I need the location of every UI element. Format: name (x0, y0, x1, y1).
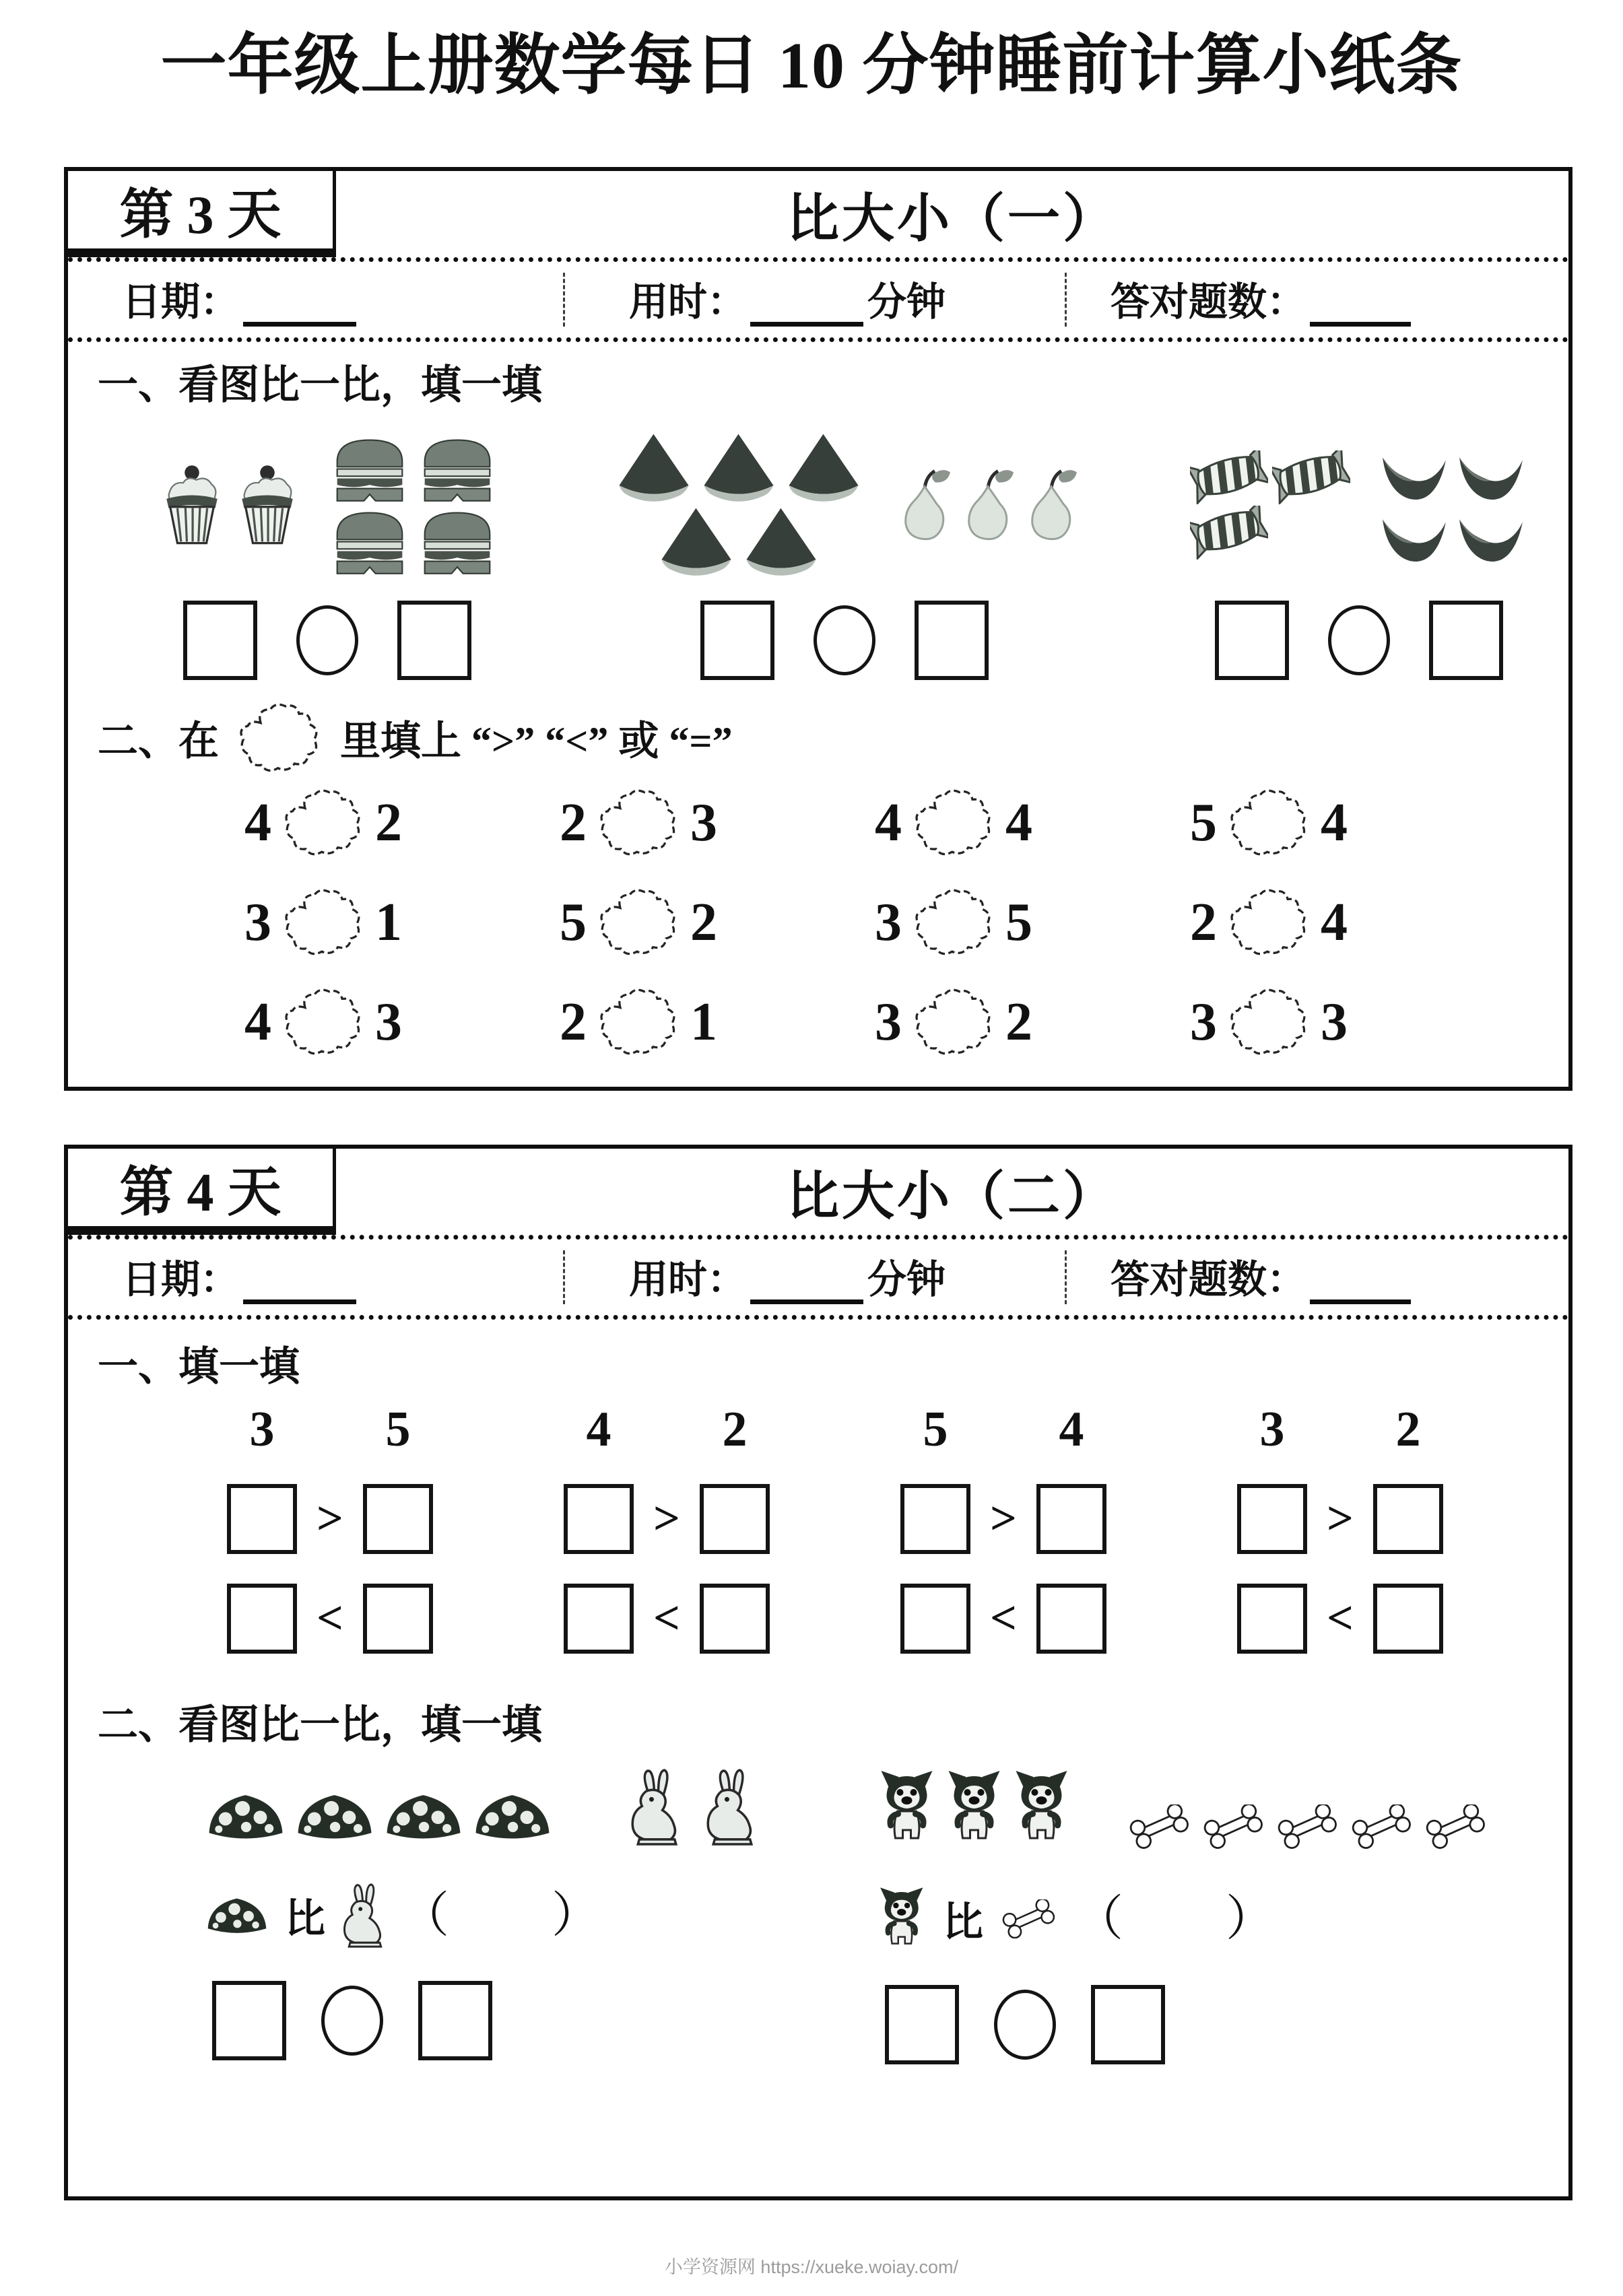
fill-box[interactable] (1036, 1484, 1106, 1554)
fill-box[interactable] (900, 1584, 970, 1654)
pear-set (894, 465, 1081, 545)
fill-box[interactable] (1373, 1484, 1443, 1554)
answer-cloud[interactable] (589, 986, 688, 1058)
day4-section1-heading: 一、填一填 (98, 1345, 300, 1389)
fill-box[interactable] (363, 1484, 433, 1554)
left-number: 4 (875, 793, 902, 852)
answer-square[interactable] (212, 1981, 286, 2060)
watermelon-rind-icon (1379, 445, 1450, 503)
pear-icon (1020, 465, 1081, 545)
day3-section1-heading: 一、看图比一比，填一填 (98, 363, 542, 407)
fill-box[interactable] (564, 1584, 634, 1654)
left-number: 3 (1190, 992, 1217, 1052)
cloud-icon (230, 700, 329, 776)
fill-group (900, 1402, 1107, 1654)
fill-box[interactable] (1237, 1484, 1307, 1554)
date-label: 日期： (122, 1258, 240, 1302)
right-number: 3 (375, 992, 402, 1052)
heading-prefix: 二、在 (98, 719, 219, 764)
comparison-item (1190, 886, 1505, 959)
answer-square[interactable] (1091, 1985, 1165, 2064)
right-number: 2 (690, 893, 717, 952)
paren-open: （ (401, 1889, 450, 1943)
day3-section2-heading (68, 700, 1568, 776)
answer-cloud[interactable] (274, 986, 372, 1058)
greater-than-sign: > (1327, 1493, 1354, 1545)
watermelon-slice-icon (739, 505, 824, 579)
date-label: 日期： (122, 280, 240, 325)
left-number: 3 (244, 893, 271, 952)
day3-info-row (68, 257, 1568, 342)
right-number: 4 (1321, 793, 1348, 852)
comparison-item (875, 886, 1190, 959)
date-blank-line[interactable] (243, 1263, 356, 1304)
left-number: 4 (244, 793, 271, 852)
left-number: 5 (560, 893, 587, 952)
less-than-sign: < (653, 1592, 680, 1644)
greater-than-sign: > (317, 1493, 343, 1545)
comparison-item (1190, 986, 1505, 1058)
answer-square[interactable] (183, 601, 257, 680)
time-blank-line[interactable] (750, 285, 863, 327)
compare-word: 比 (285, 1897, 325, 1941)
turtle-vs-rabbit-line (203, 1883, 875, 1949)
pair-number-left: 5 (923, 1402, 948, 1457)
candy-icon (1272, 450, 1350, 504)
answer-circle[interactable] (321, 1986, 383, 2056)
rabbit-icon (701, 1768, 759, 1846)
day3-time-field (563, 273, 1065, 327)
day4-header (68, 1149, 1568, 1235)
compare-group-cupcakes-hamburgers (156, 415, 499, 680)
turtle-set (203, 1787, 556, 1846)
turtle-icon (292, 1787, 378, 1846)
turtle-icon (203, 1787, 289, 1846)
day3-score-field (1065, 273, 1568, 327)
pair-number-left: 4 (586, 1402, 611, 1457)
bone-icon (1123, 1804, 1196, 1849)
answer-cloud[interactable] (904, 786, 1003, 859)
score-label: 答对题数： (1111, 280, 1306, 325)
day3-card (64, 167, 1572, 1091)
right-number: 2 (1005, 992, 1032, 1052)
answer-circle[interactable] (814, 605, 875, 675)
less-than-sign: < (317, 1592, 343, 1644)
answer-square[interactable] (397, 601, 471, 680)
compare-group-dogs-bones (875, 1768, 1548, 2064)
left-number: 3 (875, 893, 902, 952)
answer-cloud[interactable] (1220, 786, 1318, 859)
answer-square[interactable] (418, 1981, 492, 2060)
fill-box[interactable] (363, 1584, 433, 1654)
right-number: 5 (1005, 893, 1032, 952)
right-number: 3 (1321, 992, 1348, 1052)
score-label: 答对题数： (1111, 1258, 1306, 1302)
candy-icon (1190, 506, 1268, 560)
answer-circle[interactable] (994, 1990, 1056, 2060)
watermelon-slice-icon (696, 431, 781, 505)
answer-cloud[interactable] (1220, 886, 1318, 959)
hamburger-icon (416, 507, 498, 576)
comparison-item (244, 886, 560, 959)
left-number: 5 (1190, 793, 1217, 852)
turtle-icon (203, 1892, 271, 1939)
answer-circle[interactable] (296, 605, 358, 675)
pair-number-right: 5 (385, 1402, 411, 1457)
less-than-sign: < (990, 1592, 1017, 1644)
fill-box[interactable] (227, 1584, 297, 1654)
answer-square[interactable] (700, 601, 774, 680)
rabbit-icon (339, 1883, 387, 1949)
time-blank-line[interactable] (750, 1263, 863, 1304)
answer-cloud[interactable] (904, 886, 1003, 959)
watermelon-set (608, 431, 869, 579)
paren-close: ） (552, 1889, 601, 1943)
pair-number-right: 2 (722, 1402, 748, 1457)
answer-cloud[interactable] (1220, 986, 1318, 1058)
fill-group (226, 1402, 434, 1654)
bone-icon (1346, 1804, 1418, 1849)
watermelon-rind-icon (1379, 507, 1450, 565)
fill-box[interactable] (1036, 1584, 1106, 1654)
comparison-item (244, 786, 560, 859)
watermelon-slice-icon (781, 431, 866, 505)
fill-box[interactable] (700, 1484, 770, 1554)
hamburger-icon (329, 434, 411, 503)
day4-info-row (68, 1235, 1568, 1320)
candy-icon (1190, 450, 1268, 504)
day3-date-field (68, 273, 563, 327)
day4-date-field (68, 1250, 563, 1305)
right-number: 1 (375, 893, 402, 952)
bone-icon (1271, 1804, 1344, 1849)
turtle-icon (380, 1787, 467, 1846)
site-watermark: 小学资源网 https://xueke.woiay.com/ (664, 2257, 959, 2277)
fill-box[interactable] (227, 1484, 297, 1554)
comparison-item (244, 986, 560, 1058)
left-number: 4 (244, 992, 271, 1052)
bone-icon (1197, 1804, 1270, 1849)
time-unit: 分钟 (867, 280, 946, 325)
left-number: 2 (560, 793, 587, 852)
comparison-item (875, 986, 1190, 1058)
pair-number-right: 2 (1395, 1402, 1421, 1457)
day3-day-label: 第 3 天 (68, 171, 336, 257)
day4-section2-heading: 二、看图比一比，填一填 (98, 1703, 542, 1747)
dog-icon (1010, 1768, 1075, 1849)
day4-card (64, 1145, 1572, 2200)
comparison-item (875, 786, 1190, 859)
page-title: 一年级上册数学每日 10 分钟睡前计算小纸条 (160, 30, 1463, 102)
paren-open: （ (1075, 1892, 1124, 1946)
time-label: 用时： (629, 1258, 747, 1302)
hamburger-set (328, 434, 499, 576)
hamburger-icon (329, 507, 411, 576)
watermelon-rind-set (1377, 445, 1528, 565)
cupcake-icon (231, 463, 304, 547)
comparison-item (560, 986, 875, 1058)
greater-than-sign: > (990, 1493, 1017, 1545)
day4-picture-groups (68, 1751, 1568, 2064)
time-unit: 分钟 (867, 1258, 946, 1302)
dog-set (875, 1768, 1075, 1849)
bone-set (1123, 1804, 1492, 1849)
right-number: 4 (1321, 893, 1348, 952)
day3-comparison-grid (68, 786, 1568, 1058)
answer-circle[interactable] (1328, 605, 1390, 675)
comparison-item (560, 786, 875, 859)
pair-number-right: 4 (1059, 1402, 1084, 1457)
left-number: 2 (1190, 893, 1217, 952)
hamburger-icon (416, 434, 498, 503)
day4-title: 比大小（二） (786, 1167, 1118, 1225)
cupcake-icon (156, 463, 228, 547)
day3-title: 比大小（一） (786, 189, 1118, 248)
left-number: 3 (875, 992, 902, 1052)
score-blank-line[interactable] (1310, 285, 1411, 327)
fill-group (1236, 1402, 1444, 1654)
right-number: 3 (690, 793, 717, 852)
rabbit-set (626, 1768, 759, 1846)
fill-box[interactable] (1373, 1584, 1443, 1654)
watermelon-rind-icon (1455, 445, 1527, 503)
fill-box[interactable] (700, 1584, 770, 1654)
dog-icon (943, 1768, 1007, 1849)
watermelon-slice-icon (654, 505, 739, 579)
day3-picture-groups (68, 411, 1568, 680)
answer-square[interactable] (1429, 601, 1503, 680)
day3-header (68, 171, 1568, 257)
dog-vs-bone-line (875, 1885, 1548, 1953)
left-number: 2 (560, 992, 587, 1052)
heading-suffix: 里填上 “>” “<” 或 “=” (340, 719, 733, 764)
greater-than-sign: > (653, 1493, 680, 1545)
comparison-item (1190, 786, 1505, 859)
rabbit-icon (626, 1768, 684, 1846)
fill-box[interactable] (564, 1484, 634, 1554)
fill-group (563, 1402, 770, 1654)
less-than-sign: < (1327, 1592, 1354, 1644)
candy-set (1190, 450, 1353, 560)
day4-time-field (563, 1250, 1065, 1305)
compare-group-candies-rinds (1190, 415, 1528, 680)
compare-word: 比 (943, 1900, 983, 1945)
right-number: 1 (690, 992, 717, 1052)
pair-number-left: 3 (1259, 1402, 1285, 1457)
answer-cloud[interactable] (589, 786, 688, 859)
answer-cloud[interactable] (904, 986, 1003, 1058)
fill-box[interactable] (1237, 1584, 1307, 1654)
dog-icon (875, 1768, 940, 1849)
paren-close: ） (1226, 1892, 1275, 1946)
right-number: 2 (375, 793, 402, 852)
compare-group-watermelons-pears (608, 415, 1081, 680)
right-number: 4 (1005, 793, 1032, 852)
answer-square[interactable] (915, 601, 989, 680)
time-label: 用时： (629, 280, 747, 325)
day4-score-field (1065, 1250, 1568, 1305)
pear-icon (957, 465, 1018, 545)
answer-square[interactable] (1215, 601, 1289, 680)
fill-box[interactable] (900, 1484, 970, 1554)
cupcake-set (156, 463, 304, 547)
watermelon-rind-icon (1455, 507, 1527, 565)
answer-cloud[interactable] (274, 786, 372, 859)
watermelon-slice-icon (611, 431, 696, 505)
pair-number-left: 3 (249, 1402, 275, 1457)
date-blank-line[interactable] (243, 285, 356, 327)
day4-day-label: 第 4 天 (68, 1149, 336, 1235)
bone-icon (1420, 1804, 1492, 1849)
turtle-icon (469, 1787, 556, 1846)
pear-icon (894, 465, 954, 545)
answer-cloud[interactable] (589, 886, 688, 959)
score-blank-line[interactable] (1310, 1263, 1411, 1304)
answer-square[interactable] (885, 1985, 959, 2064)
compare-group-turtles-rabbits (203, 1768, 875, 2064)
bone-icon (997, 1899, 1061, 1938)
dog-icon (875, 1885, 929, 1953)
comparison-item (560, 886, 875, 959)
day4-fill-groups (68, 1392, 1568, 1654)
answer-cloud[interactable] (274, 886, 372, 959)
